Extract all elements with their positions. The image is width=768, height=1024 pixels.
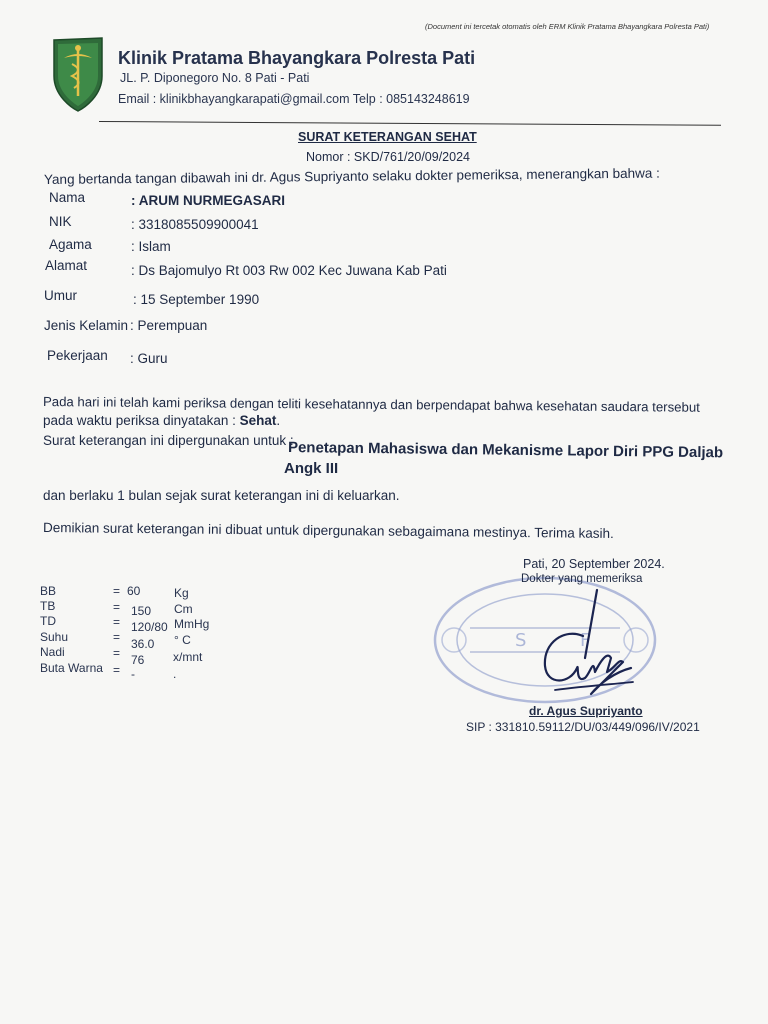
clinic-contact: Email : klinikbhayangkarapati@gmail.com Telp : 085143248619 bbox=[118, 92, 470, 106]
document-title: SURAT KETERANGAN SEHAT bbox=[298, 130, 477, 144]
purpose-prefix: Surat keterangan ini dipergunakan untuk : bbox=[43, 433, 294, 448]
vital-value: 60 bbox=[127, 584, 141, 598]
handwritten-signature-icon bbox=[515, 588, 645, 718]
purpose-line-1: Penetapan Mahasiswa dan Mekanisme Lapor Diri PPG Daljab bbox=[287, 439, 724, 462]
svg-text:S: S bbox=[515, 630, 527, 651]
doctor-sip: SIP : 331810.59112/DU/03/449/096/IV/2021 bbox=[466, 720, 700, 734]
vital-unit: Kg bbox=[174, 586, 189, 600]
address-label: Alamat bbox=[45, 258, 88, 273]
vital-eq: = bbox=[113, 663, 121, 677]
vital-eq: = bbox=[113, 646, 121, 660]
signature-role: Dokter yang memeriksa bbox=[521, 573, 643, 585]
auto-print-note: (Document ini tercetak otomatis oleh ERM Klinik Pratama Bhayangkara Polresta Pati) bbox=[425, 22, 710, 31]
vital-label: Nadi bbox=[40, 645, 65, 659]
vital-label: BB bbox=[40, 584, 57, 598]
gender-value: : Perempuan bbox=[130, 318, 208, 333]
doctor-name: dr. Agus Supriyanto bbox=[529, 704, 643, 718]
clinic-logo-icon bbox=[50, 34, 106, 112]
signature-place-date: Pati, 20 September 2024. bbox=[523, 557, 665, 571]
vital-eq: = bbox=[113, 600, 121, 614]
job-value: : Guru bbox=[130, 351, 168, 366]
vital-value: 120/80 bbox=[131, 620, 168, 634]
clinic-name: Klinik Pratama Bhayangkara Polresta Pati bbox=[118, 48, 476, 68]
religion-label: Agama bbox=[49, 237, 92, 252]
health-result: Sehat bbox=[239, 413, 277, 428]
clinic-address: JL. P. Diponegoro No. 8 Pati - Pati bbox=[120, 71, 310, 85]
vital-eq: = bbox=[113, 630, 121, 644]
gender-label: Jenis Kelamin bbox=[44, 318, 129, 333]
vital-unit: . bbox=[173, 667, 177, 681]
vital-unit: ° C bbox=[174, 633, 191, 647]
vital-unit: x/mnt bbox=[173, 650, 203, 664]
vital-label: Suhu bbox=[40, 630, 69, 644]
header-divider bbox=[99, 121, 721, 126]
svg-text:F: F bbox=[580, 630, 591, 651]
nik-label: NIK bbox=[49, 214, 72, 229]
document-number: Nomor : SKD/761/20/09/2024 bbox=[306, 150, 470, 164]
job-label: Pekerjaan bbox=[47, 348, 108, 363]
vital-label: Buta Warna bbox=[40, 661, 103, 675]
nik-value: : 3318085509900041 bbox=[131, 217, 259, 232]
vital-value: 150 bbox=[131, 604, 152, 618]
name-label: Nama bbox=[49, 190, 86, 205]
statement-line-1: Pada hari ini telah kami periksa dengan teliti kesehatannya dan berpendapat bahwa kesehatan saudara tersebut bbox=[42, 394, 700, 415]
vital-eq: = bbox=[113, 615, 121, 629]
vital-value: 76 bbox=[131, 653, 145, 667]
age-value: : 15 September 1990 bbox=[133, 292, 260, 307]
religion-value: : Islam bbox=[131, 239, 171, 254]
purpose-line-2: Angk III bbox=[284, 460, 339, 477]
validity-text: dan berlaku 1 bulan sejak surat keterangan ini di keluarkan. bbox=[43, 488, 400, 503]
vital-value: 36.0 bbox=[131, 637, 155, 651]
address-value: : Ds Bajomulyo Rt 003 Rw 002 Kec Juwana Kab Pati bbox=[131, 263, 447, 278]
closing-text: Demikian surat keterangan ini dibuat untuk dipergunakan sebagaimana mestinya. Terima kasih. bbox=[42, 520, 614, 541]
vital-unit: Cm bbox=[174, 602, 193, 616]
statement-line-2: pada waktu periksa dinyatakan : Sehat. bbox=[43, 413, 281, 428]
intro-text: Yang bertanda tangan dibawah ini dr. Agus Supriyanto selaku dokter pemeriksa, menerangkan bahwa : bbox=[43, 165, 660, 187]
age-label: Umur bbox=[44, 288, 77, 303]
vital-eq: = bbox=[113, 584, 121, 598]
vital-value: - bbox=[131, 667, 135, 681]
vital-unit: MmHg bbox=[174, 617, 210, 631]
vital-label: TD bbox=[40, 614, 56, 628]
name-value: : ARUM NURMEGASARI bbox=[131, 193, 285, 208]
vital-label: TB bbox=[40, 599, 56, 613]
